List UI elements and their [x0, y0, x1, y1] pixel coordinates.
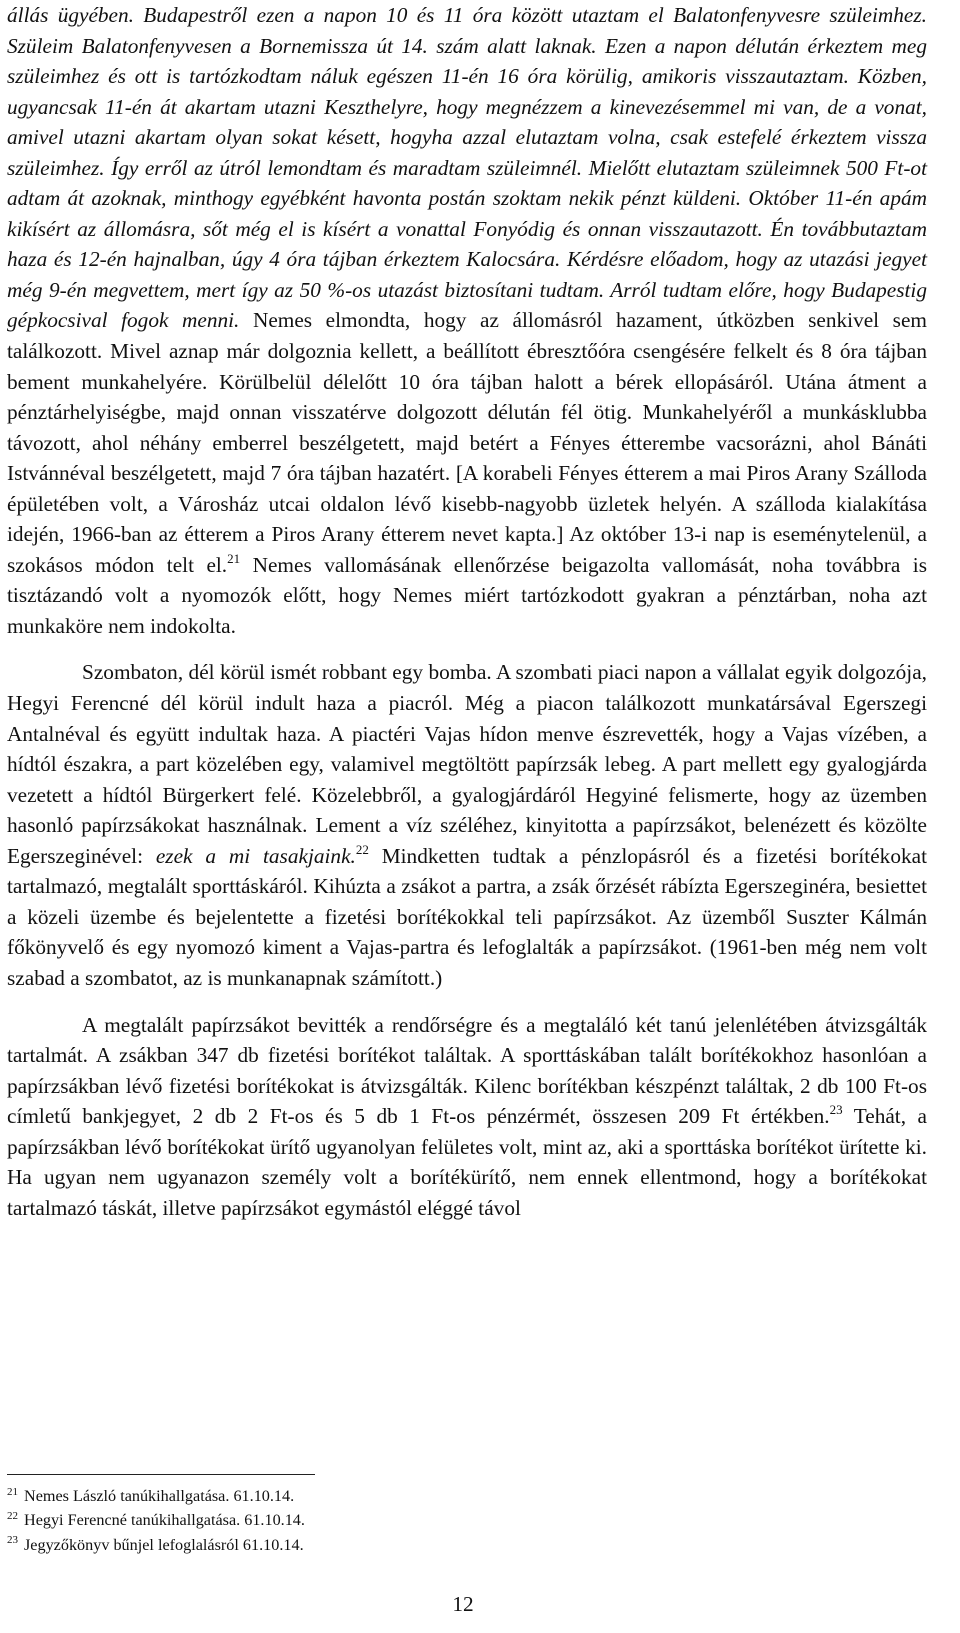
paragraph-2-text-end: Mindketten tudtak a pénzlopásról és a fizetési borítékokat tartalmazó, megtalált sporttáskáról. Kihúzta a zsákot a partra, a zsák őrzését rábízta Egerszeginéra, besiettet a közeli üzembe és bejelentette a fizetési borítékokkal teli papírzsákot. Az üzemből Suszter Kálmán főkönyvelő és egy nyomozó kiment a Vajas-partra és lefoglalták a papírzsákot. (1961-ben még nem volt szabad a szombatot, az is munkanapnak számított.): [7, 843, 927, 990]
footnote-number: 21: [7, 1485, 18, 1498]
footnote-separator: [7, 1474, 315, 1475]
footnote-23: [7, 1533, 907, 1557]
paragraph-1-text-end: Nemes vallomásának ellenőrzése beigazolta vallomását, noha továbbra is tisztázandó volt a nyomozók előtt, hogy Nemes miért tartózkodott gyakran a pénztárban, noha azt munkaköre nem indokolta.: [7, 552, 927, 638]
body-text: [7, 0, 927, 1223]
paragraph-2: [7, 657, 927, 993]
footnote-number: 22: [7, 1509, 18, 1522]
footnote-ref-23: 23: [829, 1102, 843, 1118]
paragraph-1-text: Nemes elmondta, hogy az állomásról hazament, útközben senkivel sem találkozott. Mivel aznap már dolgoznia kellett, a beállított ébresztőóra csengésére felkelt és 8 óra tájban bement munkahelyére. Körülbelül délelőtt 10 óra tájban halott a bérek ellopásáról. Utána átment a pénztárhelyiségbe, majd onnan visszatérve dolgozott délután fél ötig. Munkahelyéről a munkásklubba távozott, ahol néhány emberrel beszélgetett, majd betért a Fényes étterembe vacsorázni, ahol Bánáti Istvánnéval beszélgetett, majd 7 óra tájban hazatért. [A korabeli Fényes étterem a mai Piros Arany Szálloda épületében volt, a Városház utcai oldalon lévő kisebb-nagyobb üzletek helyén. A szálloda kialakítása idején, 1966-ban az étterem a Piros Arany étterem nevet kapta.] Az október 13-i nap is eseménytelenül, a szokásos módon telt el.: [7, 308, 927, 577]
page-number: 12: [452, 1592, 474, 1616]
footnote-text: Hegyi Ferencné tanúkihallgatása. 61.10.14.: [24, 1511, 305, 1530]
paragraph-1: [7, 0, 927, 641]
footnote-ref-22: 22: [355, 841, 369, 857]
paragraph-3-text-end: Tehát, a papírzsákban lévő borítékokat ürítő ugyanolyan felületes volt, mint az, aki a sporttáska borítékot ürítette ki. Ha ugyan nem ugyanazon személy volt a borítékürítő, nem ennek ellentmond, hogy a borítékokat tartalmazó táskát, illetve papírzsákot egymástól eléggé távol: [7, 1104, 927, 1220]
paragraph-3: [7, 1010, 927, 1224]
paragraph-2-text: Szombaton, dél körül ismét robbant egy bomba. A szombati piaci napon a vállalat egyik dolgozója, Hegyi Ferencné dél körül indult haza a piacról. Még a piacon találkozott munkatársával Egerszegi Antalnéval és együtt indultak haza. A piactéri Vajas hídon menve észrevették, hogy a Vajas vízében, a hídtól északra, a part közelében egy, valamivel megtöltött papírzsák lebeg. A part mellett egy gyalogjárda vezetett a hídtól Bürgerkert felé. Közelebbről, a gyalogjárdáról Hegyiné felismerte, hogy az üzemben hasonló papírzsákokat használnak. Lement a víz széléhez, kinyitotta a papírzsákot, belenézett és közölte Egerszeginével:: [7, 660, 927, 868]
footnote-text: Nemes László tanúkihallgatása. 61.10.14.: [24, 1487, 295, 1505]
quoted-speech: ezek a mi tasakjaink.: [155, 843, 356, 868]
paragraph-3-text: A megtalált papírzsákot bevitték a rendőrségre és a megtaláló két tanú jelenlétében átvizsgálták tartalmát. A zsákban 347 db fizetési borítékot találtak. A sporttáskában talált borítékokhoz hasonlóan a papírzsákban lévő fizetési borítékokat is átvizsgálták. Kilenc borítékban készpénzt találtak, 2 db 100 Ft-os címletű bankjegyet, 2 db 2 Ft-os és 5 db 1 Ft-os pénzérmét, összesen 209 Ft értékben.: [7, 1012, 927, 1129]
quoted-testimony: állás ügyében. Budapestről ezen a napon 10 és 11 óra között utaztam el Balatonfenyvesre szüleimhez. Szüleim Balatonfenyvesen a Bornemissza út 14. szám alatt laknak. Ezen a napon délután érkeztem meg szüleimhez és ott is tartózkodtam náluk egészen 11-én 16 óra körülig, amikoris visszautaztam. Közben, ugyancsak 11-én át akartam utazni Keszthelyre, hogy megnézzem a kinevezésemmel mi van, de a vonat, amivel utazni akartam olyan sokat késett, hogyha azzal elutaztam volna, csak estefelé érkeztem vissza szüleimhez. Így erről az útról lemondtam és maradtam szüleimnél. Mielőtt elutaztam szüleimnek 500 Ft-ot adtam át azoknak, minthogy egyébként havonta postán szoktam nekik pénzt küldeni. Október 11-én apám kikísért az állomásra, sőt még el is kísért a vonattal Fonyódig és onnan visszautazott. Én továbbutaztam haza és 12-én hajnalban, úgy 4 óra tájban érkeztem Kalocsára. Kérdésre előadom, hogy az utazási jegyet még 9-én megvettem, mert így az 50 %-os utazást biztosítani tudtam. Arról tudtam előre, hogy Budapestig gépkocsival fogok menni.: [7, 3, 927, 333]
footnote-ref-21: 21: [227, 550, 241, 566]
footnotes: [7, 1484, 907, 1557]
document-page: [7, 0, 927, 1223]
footnote-text: Jegyzőkönyv bűnjel lefoglalásról 61.10.14.: [24, 1535, 304, 1554]
footnote-22: [7, 1508, 907, 1532]
footnote-number: 23: [7, 1534, 18, 1547]
footnote-21: [7, 1484, 907, 1508]
